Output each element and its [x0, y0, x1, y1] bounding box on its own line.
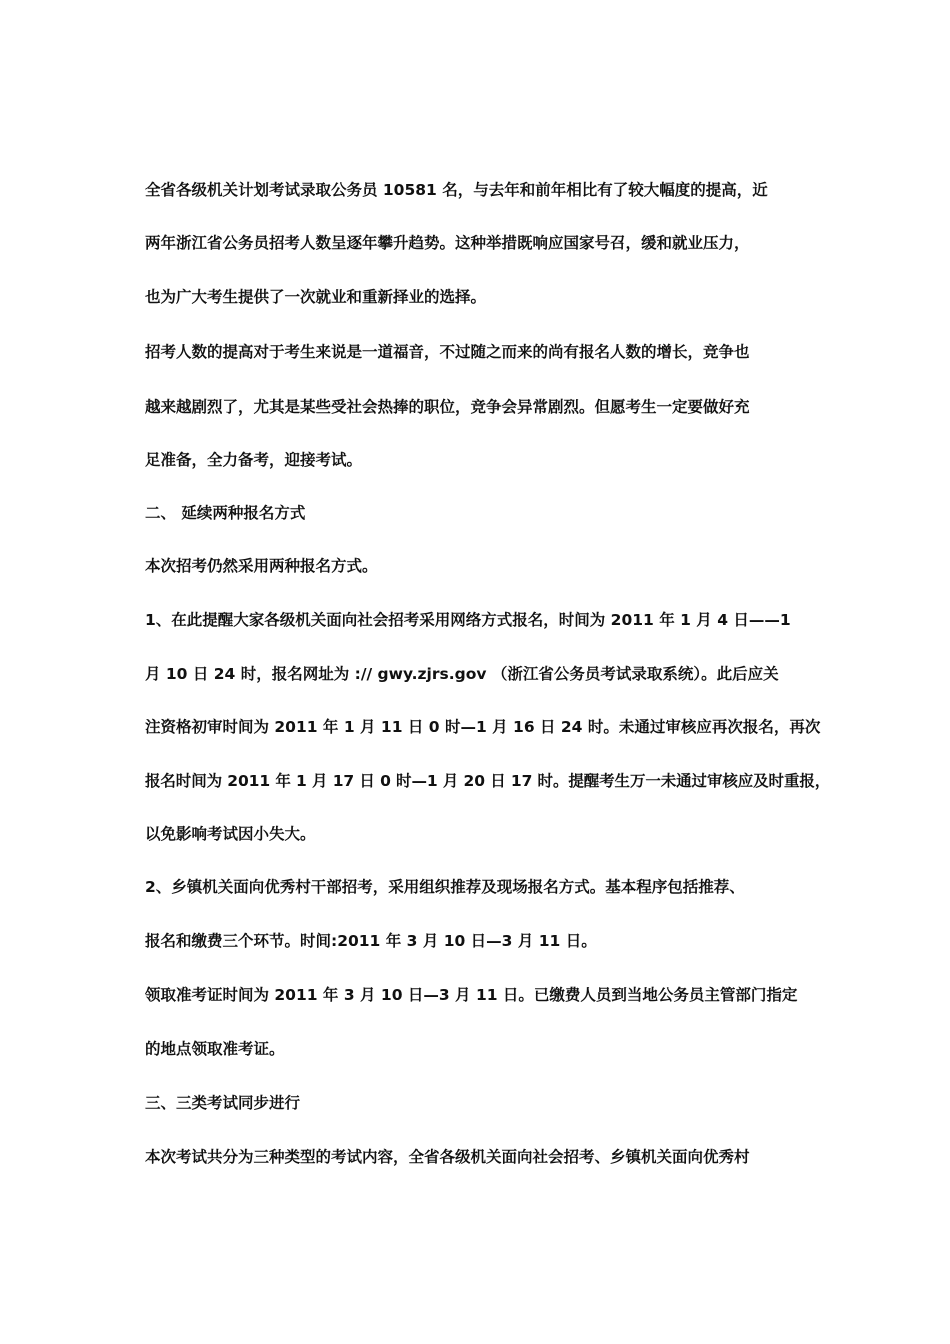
paragraph-line: 的地点领取准考证。 — [145, 1040, 285, 1058]
paragraph-line: 2、乡镇机关面向优秀村干部招考，采用组织推荐及现场报名方式。基本程序包括推荐、 — [145, 878, 745, 896]
section-heading: 三、三类考试同步进行 — [145, 1094, 301, 1112]
paragraph-line: 报名时间为 2011 年 1 月 17 日 0 时—1 月 20 日 17 时。提醒考生万一未通过审核应及时重报， — [145, 772, 831, 790]
paragraph-line: 报名和缴费三个环节。时间:2011 年 3 月 10 日—3 月 11 日。 — [145, 932, 597, 950]
paragraph-line: 领取准考证时间为 2011 年 3 月 10 日—3 月 11 日。已缴费人员到当地公务员主管部门指定 — [145, 986, 798, 1004]
paragraph-line: 1、在此提醒大家各级机关面向社会招考采用网络方式报名，时间为 2011 年 1 月 4 日——1 — [145, 611, 791, 629]
paragraph-line: 两年浙江省公务员招考人数呈逐年攀升趋势。这种举措既响应国家号召，缓和就业压力， — [145, 234, 750, 252]
paragraph-line: 以免影响考试因小失大。 — [145, 825, 316, 843]
section-heading: 二、 延续两种报名方式 — [145, 504, 306, 522]
paragraph-line: 足准备，全力备考，迎接考试。 — [145, 451, 363, 469]
paragraph-line: 注资格初审时间为 2011 年 1 月 11 日 0 时—1 月 16 日 24 时。未通过审核应再次报名，再次 — [145, 718, 821, 736]
paragraph-line: 全省各级机关计划考试录取公务员 10581 名，与去年和前年相比有了较大幅度的提高，近 — [145, 181, 768, 199]
paragraph-line: 招考人数的提高对于考生来说是一道福音，不过随之而来的尚有报名人数的增长，竞争也 — [145, 343, 750, 361]
paragraph-line: 也为广大考生提供了一次就业和重新择业的选择。 — [145, 288, 487, 306]
paragraph-line: 越来越剧烈了，尤其是某些受社会热捧的职位，竞争会异常剧烈。但愿考生一定要做好充 — [145, 398, 750, 416]
paragraph-line: 本次招考仍然采用两种报名方式。 — [145, 557, 378, 575]
paragraph-line: 月 10 日 24 时，报名网址为 :// gwy.zjrs.gov （浙江省公务员考试录取系统）。此后应关 — [145, 665, 779, 683]
paragraph-line: 本次考试共分为三种类型的考试内容，全省各级机关面向社会招考、乡镇机关面向优秀村 — [145, 1148, 750, 1166]
